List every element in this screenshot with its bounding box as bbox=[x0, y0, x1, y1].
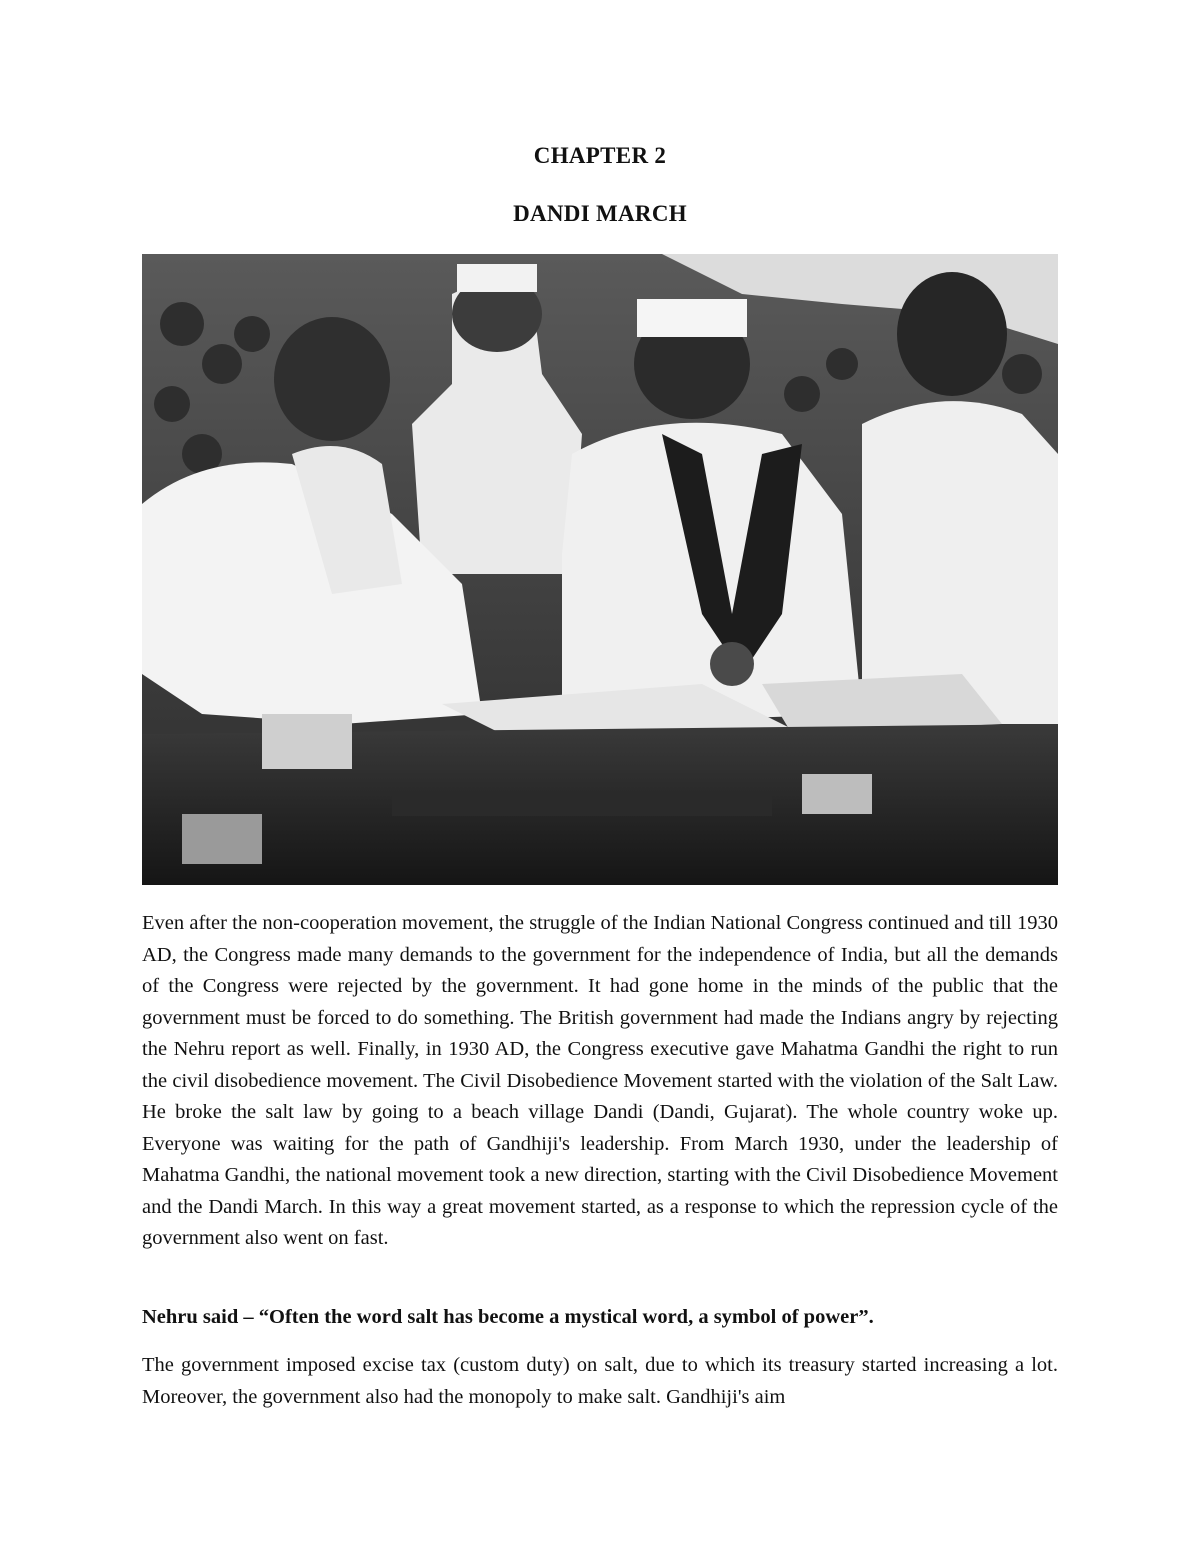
body-paragraph: Even after the non-cooperation movement, the struggle of the Indian National Congress continued and till 1930 AD, the Congress made many demands to the government for the independence of India, but all the demands of the Congress were rejected by the government. It had gone home in the minds of the public that the government must be forced to do something. The British government had made the Indians angry by rejecting the Nehru report as well. Finally, in 1930 AD, the Congress executive gave Mahatma Gandhi the right to run the civil disobedience movement. The Civil Disobedience Movement started with the violation of the Salt Law. He broke the salt law by going to a beach village Dandi (Dandi, Gujarat). The whole country woke up. Everyone was waiting for the path of Gandhiji's leadership. From March 1930, under the leadership of Mahatma Gandhi, the national movement took a new direction, starting with the Civil Disobedience Movement and the Dandi March. In this way a great movement started, as a response to which the repression cycle of the government also went on fast. bbox=[142, 912, 1058, 1249]
nehru-quote: Nehru said – “Often the word salt has become a mystical word, a symbol of power”. bbox=[142, 1306, 874, 1328]
chapter-title: DANDI MARCH bbox=[513, 201, 687, 226]
chapter-label: CHAPTER 2 bbox=[533, 143, 667, 168]
body-paragraph: The government imposed excise tax (custom duty) on salt, due to which its treasury started increasing a lot. Moreover, the government also had the monopoly to make salt. Gandhiji's aim bbox=[142, 1354, 1058, 1408]
historical-photo bbox=[142, 254, 1058, 885]
